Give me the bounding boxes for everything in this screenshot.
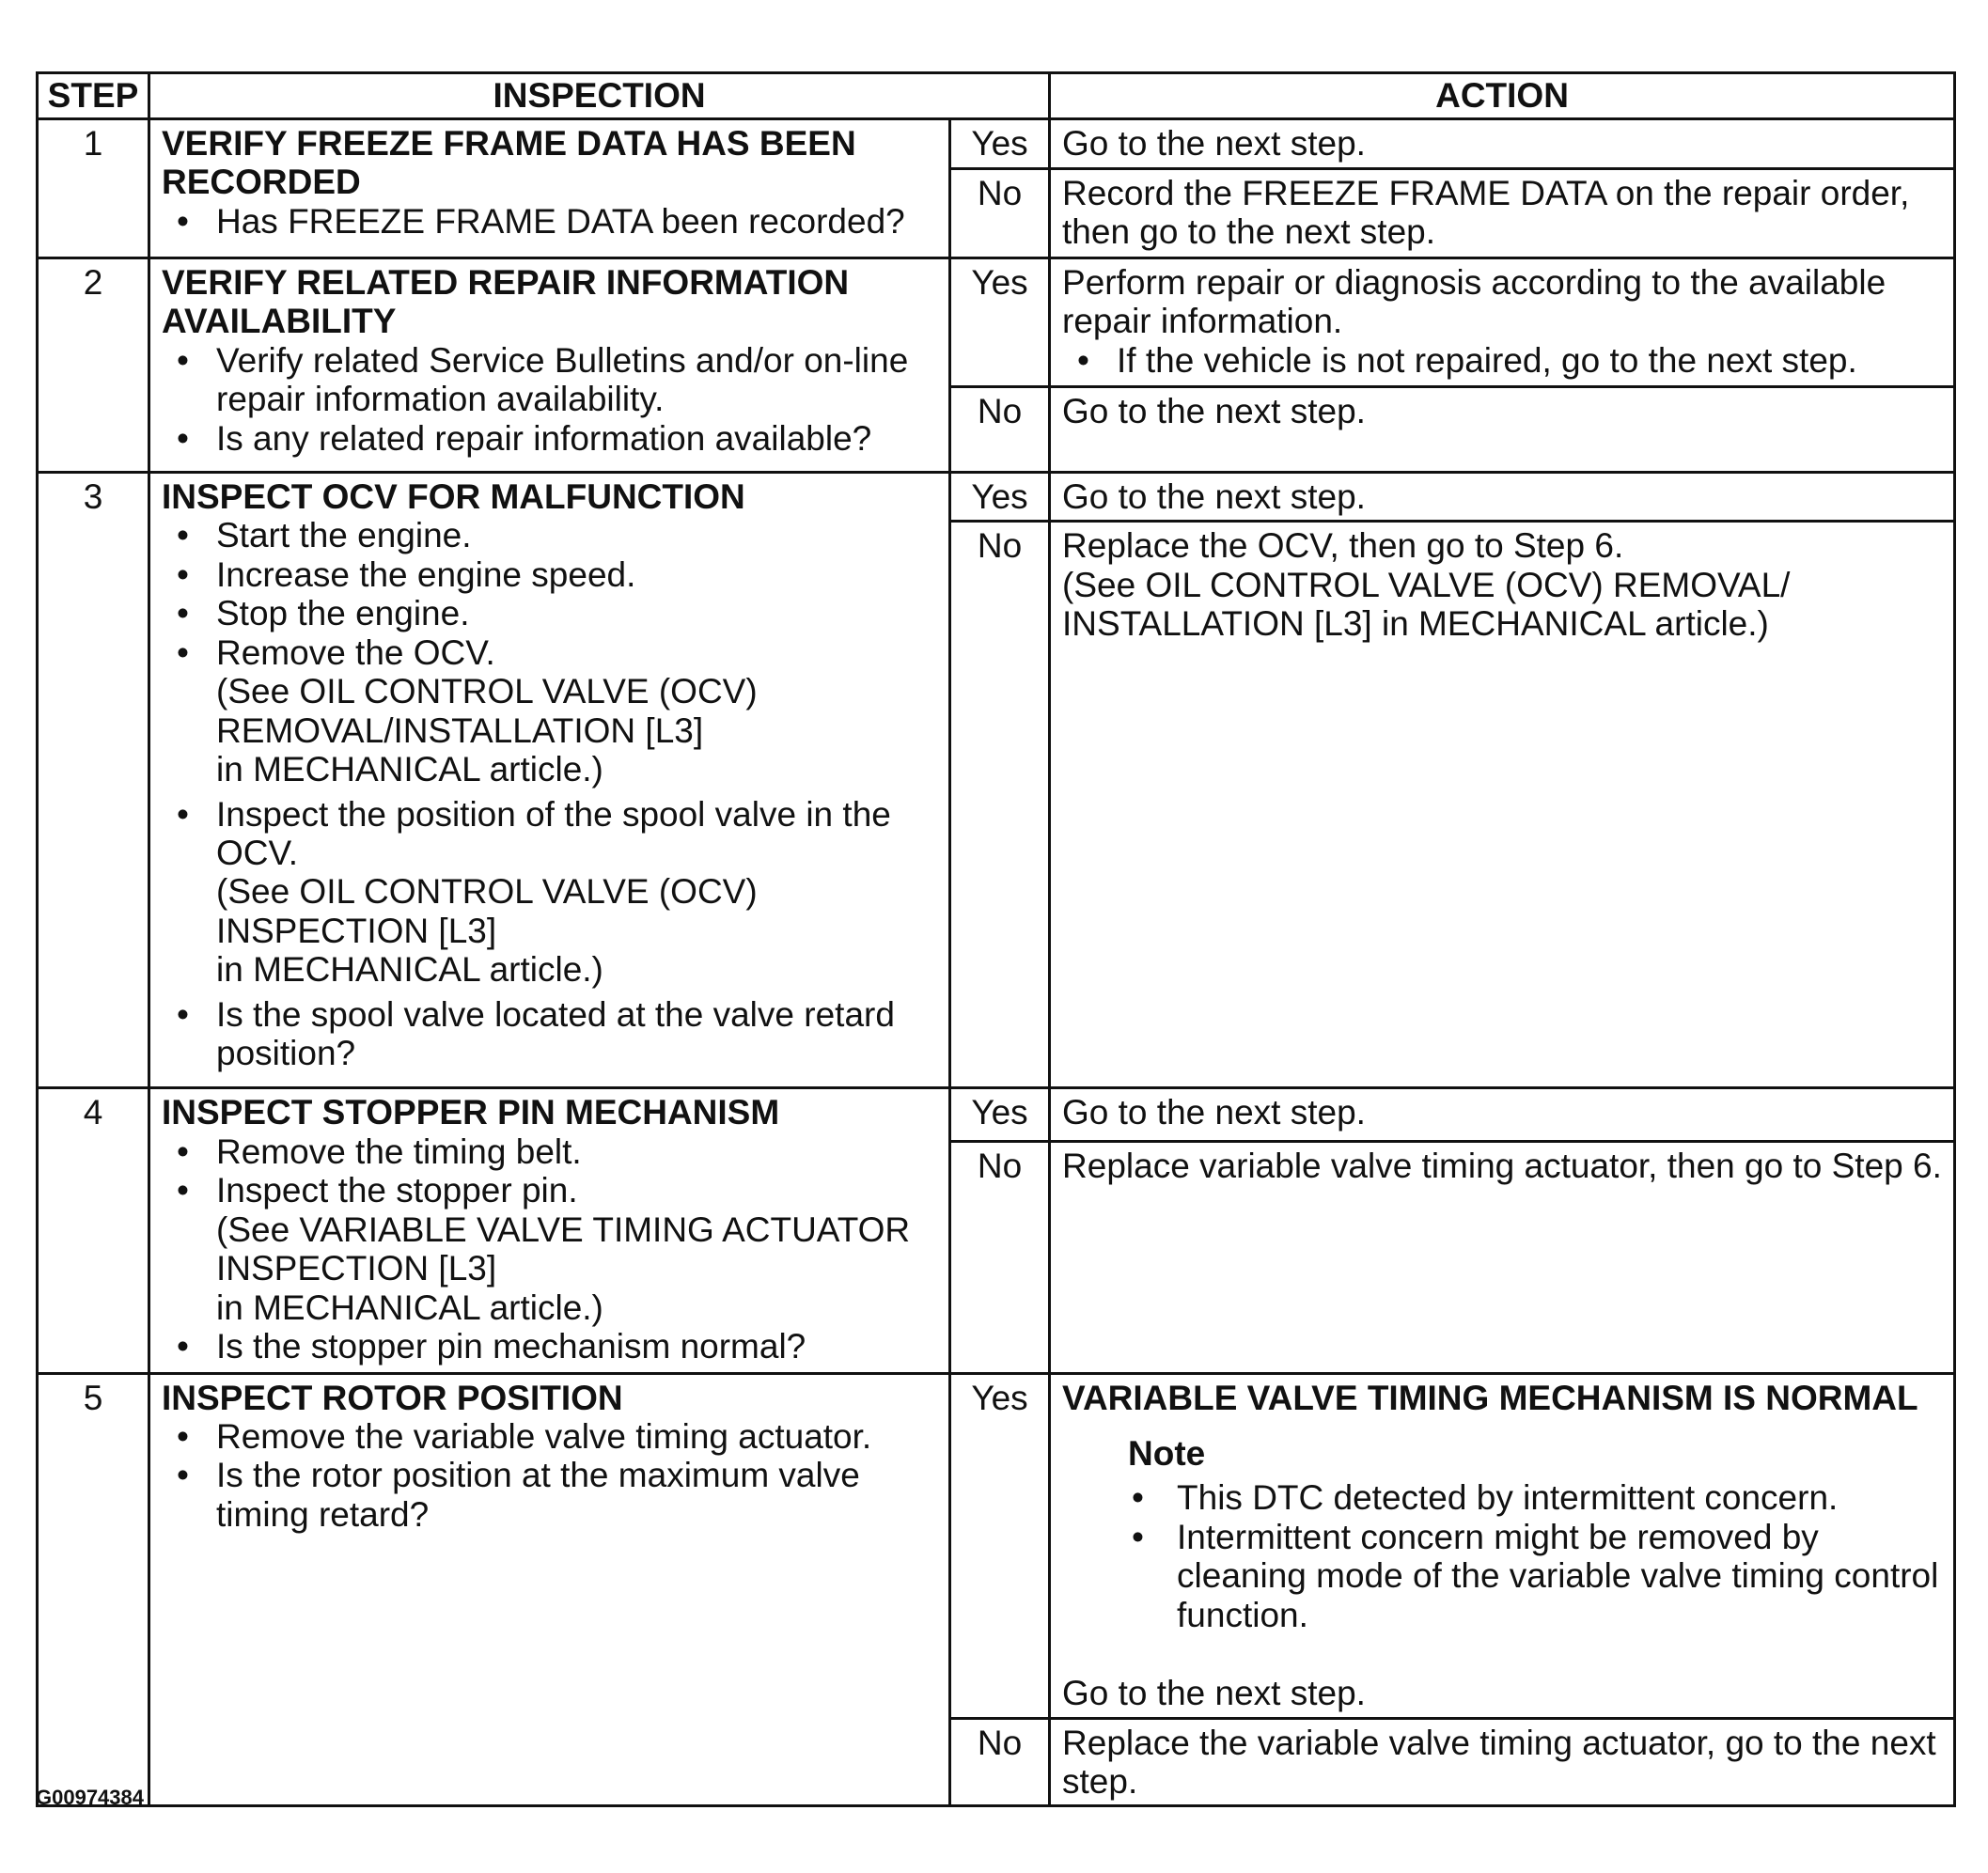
- reference-line: INSPECTION [L3]: [216, 1249, 497, 1288]
- no-label: No: [950, 169, 1050, 258]
- step-title: VERIFY RELATED REPAIR INFORMATION AVAILABILITY: [162, 263, 850, 341]
- inspection-item: [162, 1171, 941, 1327]
- inspection-item: • Has FREEZE FRAME DATA been recorded?: [162, 202, 941, 241]
- inspection-item: • Remove the variable valve timing actuator.: [162, 1417, 941, 1456]
- inspection-item: • Remove the timing belt.: [162, 1132, 941, 1171]
- inspection-list: [162, 1417, 941, 1534]
- step-title: INSPECT OCV FOR MALFUNCTION: [162, 477, 745, 516]
- step-2-yes-row: [38, 258, 1955, 387]
- header-inspection: INSPECTION: [149, 73, 1050, 119]
- inspection-item: • Is the stopper pin mechanism normal?: [162, 1327, 941, 1366]
- inspection-list: [162, 341, 941, 458]
- no-action: [1050, 522, 1955, 1088]
- step-1-inspection: [149, 119, 950, 258]
- yes-action-tail: Go to the next step.: [1062, 1674, 1366, 1713]
- header-action: ACTION: [1050, 73, 1955, 119]
- reference-line: INSPECTION [L3]: [216, 911, 497, 950]
- no-action-line: INSTALLATION [L3] in MECHANICAL article.): [1062, 604, 1769, 644]
- reference-line: in MECHANICAL article.): [216, 950, 603, 990]
- no-action: Record the FREEZE FRAME DATA on the repair order, then go to the next step.: [1050, 169, 1955, 258]
- figure-id: G00974384: [36, 1786, 144, 1809]
- step-title: INSPECT ROTOR POSITION: [162, 1378, 623, 1417]
- step-number: 2: [38, 258, 149, 473]
- inspection-list: [162, 202, 941, 241]
- action-list: [1062, 341, 1946, 380]
- action-item: • If the vehicle is not repaired, go to the next step.: [1062, 341, 1946, 380]
- yes-action: Go to the next step.: [1050, 473, 1955, 522]
- note-title: Note: [1128, 1433, 1206, 1473]
- no-label: No: [950, 1718, 1050, 1806]
- note-list: [1128, 1478, 1946, 1634]
- no-action: Go to the next step.: [1050, 387, 1955, 473]
- yes-action: Go to the next step.: [1050, 1088, 1955, 1141]
- step-5-inspection: [149, 1373, 950, 1806]
- reference-line: (See OIL CONTROL VALVE (OCV): [216, 672, 758, 711]
- inspection-item: • Is any related repair information available?: [162, 419, 941, 458]
- inspection-item: • Increase the engine speed.: [162, 555, 941, 594]
- result-heading: VARIABLE VALVE TIMING MECHANISM IS NORMAL: [1062, 1378, 1918, 1417]
- inspection-list: [162, 1132, 941, 1366]
- inspection-item: [162, 633, 941, 789]
- step-2-inspection: [149, 258, 950, 473]
- diagnostic-procedure-table: [36, 71, 1956, 1807]
- inspection-item: • Is the rotor position at the maximum valve timing retard?: [162, 1456, 941, 1534]
- yes-label: Yes: [950, 1373, 1050, 1718]
- step-number: 4: [38, 1088, 149, 1373]
- step-number: 5: [38, 1373, 149, 1806]
- header-row: [38, 73, 1955, 119]
- note-item: • Intermittent concern might be removed by cleaning mode of the variable valve timing control function.: [1128, 1518, 1946, 1634]
- step-3-yes-row: [38, 473, 1955, 522]
- step-number: 3: [38, 473, 149, 1088]
- no-action: Replace the variable valve timing actuator, go to the next step.: [1050, 1718, 1955, 1806]
- step-title: INSPECT STOPPER PIN MECHANISM: [162, 1093, 780, 1132]
- yes-action-text: Perform repair or diagnosis according to the available repair information.: [1062, 263, 1886, 341]
- step-3-inspection: [149, 473, 950, 1088]
- note-block: [1128, 1434, 1946, 1634]
- step-4-yes-row: [38, 1088, 1955, 1141]
- reference-line: REMOVAL/INSTALLATION [L3]: [216, 710, 704, 750]
- step-1-yes-row: [38, 119, 1955, 169]
- reference-line: (See OIL CONTROL VALVE (OCV): [216, 872, 758, 912]
- no-action: Replace variable valve timing actuator, then go to Step 6.: [1050, 1141, 1955, 1373]
- no-label: No: [950, 1141, 1050, 1373]
- reference-line: (See VARIABLE VALVE TIMING ACTUATOR: [216, 1210, 911, 1249]
- inspection-item-text: • Inspect the position of the spool valve in the OCV.: [216, 794, 891, 872]
- note-item: • This DTC detected by intermittent concern.: [1128, 1478, 1946, 1517]
- yes-action: [1050, 1373, 1955, 1718]
- step-4-inspection: [149, 1088, 950, 1373]
- yes-label: Yes: [950, 258, 1050, 387]
- step-title: VERIFY FREEZE FRAME DATA HAS BEEN RECORDED: [162, 124, 856, 202]
- inspection-item: • Verify related Service Bulletins and/or on-line repair information availability.: [162, 341, 941, 419]
- inspection-item: • Is the spool valve located at the valve retard position?: [162, 995, 941, 1073]
- no-label: No: [950, 387, 1050, 473]
- yes-action: [1050, 258, 1955, 387]
- inspection-item-text: • Remove the OCV.: [216, 632, 495, 672]
- yes-label: Yes: [950, 119, 1050, 169]
- inspection-item: [162, 795, 941, 990]
- reference-line: in MECHANICAL article.): [216, 750, 603, 789]
- reference-line: in MECHANICAL article.): [216, 1288, 603, 1327]
- inspection-item-text: • Inspect the stopper pin.: [216, 1171, 578, 1210]
- inspection-item: • Start the engine.: [162, 516, 941, 554]
- step-number: 1: [38, 119, 149, 258]
- inspection-list: [162, 516, 941, 1072]
- no-label: No: [950, 522, 1050, 1088]
- header-step: STEP: [38, 73, 149, 119]
- yes-action: Go to the next step.: [1050, 119, 1955, 169]
- no-action-line: Replace the OCV, then go to Step 6.: [1062, 526, 1624, 566]
- yes-label: Yes: [950, 1088, 1050, 1141]
- yes-label: Yes: [950, 473, 1050, 522]
- step-5-yes-row: [38, 1373, 1955, 1718]
- no-action-line: (See OIL CONTROL VALVE (OCV) REMOVAL/: [1062, 565, 1791, 604]
- inspection-item: • Stop the engine.: [162, 594, 941, 632]
